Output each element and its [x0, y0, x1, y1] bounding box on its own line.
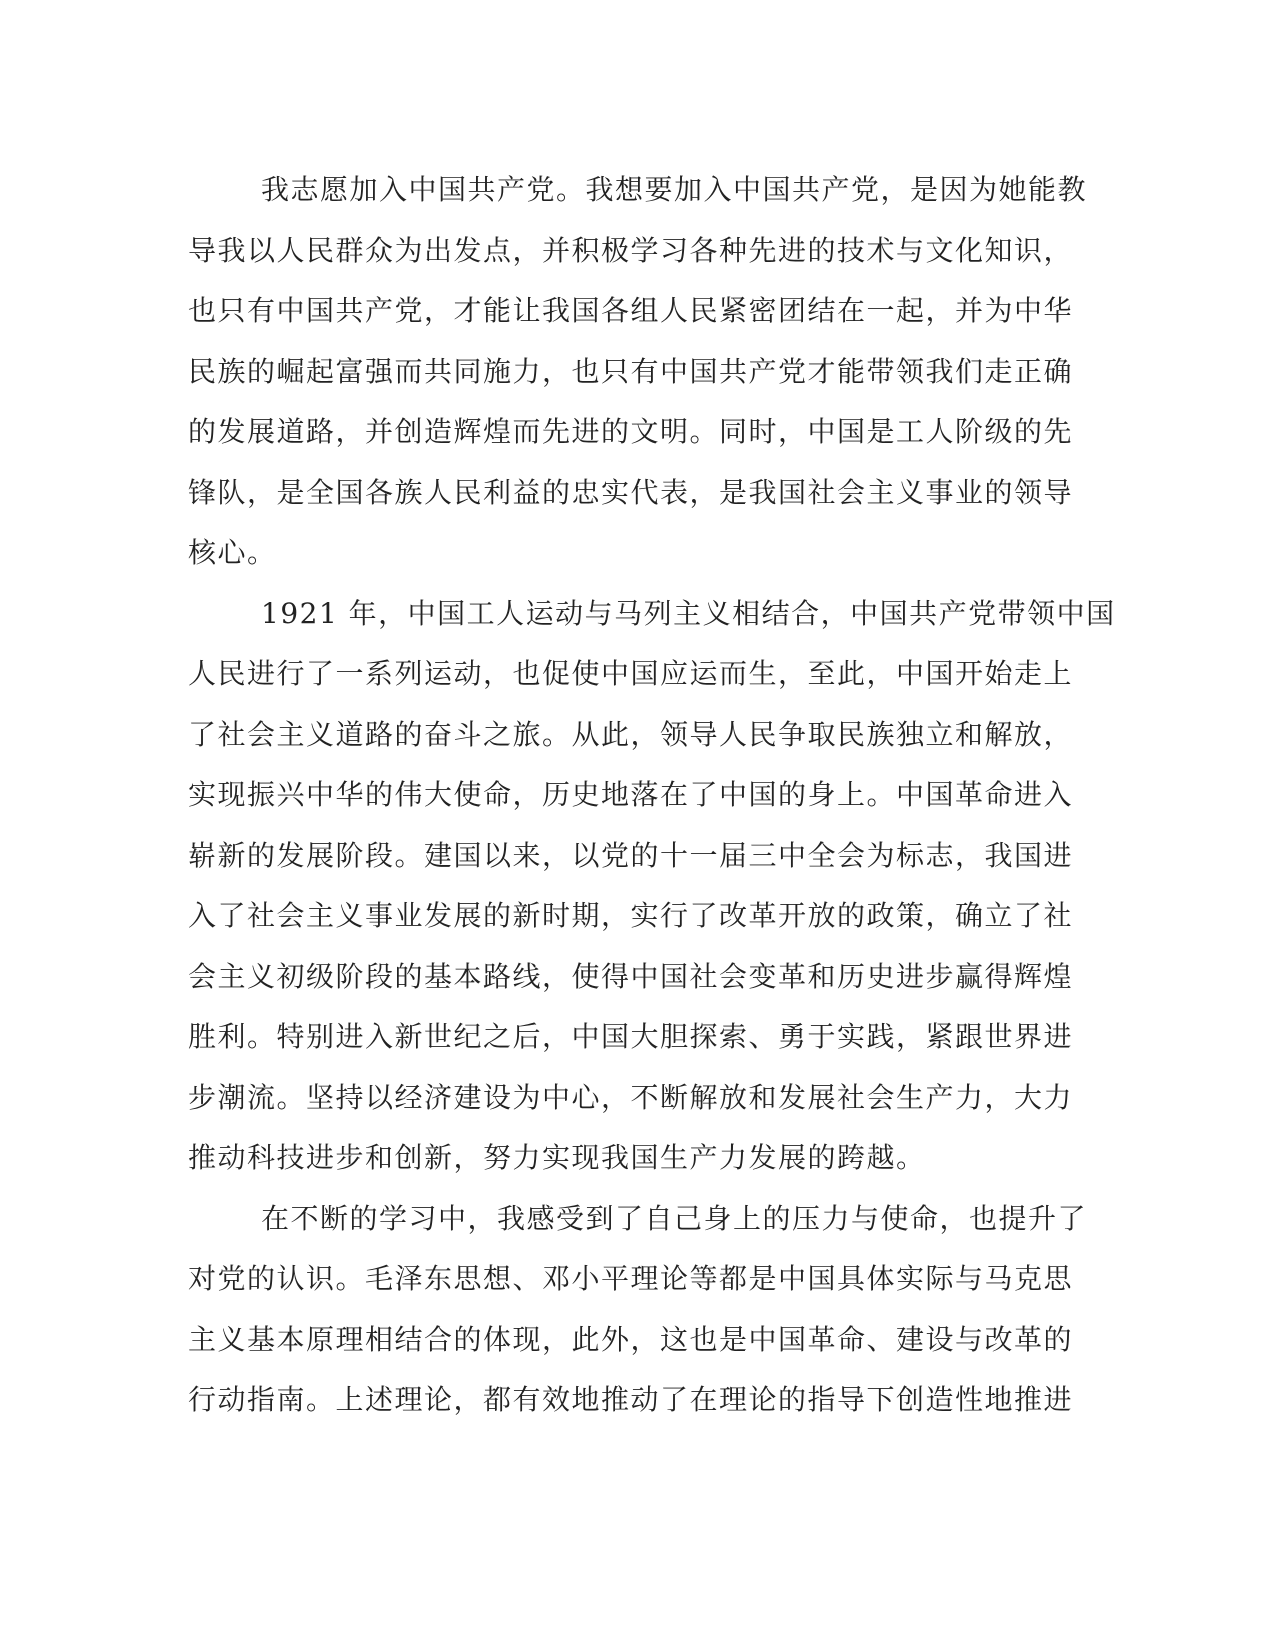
text-line: 推动科技进步和创新，努力实现我国生产力发展的跨越。 [188, 1141, 926, 1174]
text-line: 我志愿加入中国共产党。我想要加入中国共产党，是因为她能教 [261, 173, 1088, 206]
text-line: 核心。 [188, 536, 277, 569]
text-line: 实现振兴中华的伟大使命，历史地落在了中国的身上。中国革命进入 [188, 778, 1074, 811]
text-line: 锋队，是全国各族人民利益的忠实代表，是我国社会主义事业的领导 [188, 475, 1074, 509]
text-line: 入了社会主义事业发展的新时期，实行了改革开放的政策，确立了社 [188, 899, 1074, 932]
text-line: 行动指南。上述理论，都有效地推动了在理论的指导下创造性地推进 [188, 1383, 1074, 1416]
text-line: 崭新的发展阶段。建国以来，以党的十一届三中全会为标志，我国进 [188, 838, 1074, 872]
text-line: 对党的认识。毛泽东思想、邓小平理论等都是中国具体实际与马克思 [188, 1262, 1074, 1295]
text-line: 主义基本原理相结合的体现，此外，这也是中国革命、建设与改革的 [188, 1322, 1074, 1356]
text-line: 民族的崛起富强而共同施力，也只有中国共产党才能带领我们走正确 [188, 354, 1074, 388]
text-line: 会主义初级阶段的基本路线，使得中国社会变革和历史进步赢得辉煌 [188, 959, 1074, 993]
text-line: 人民进行了一系列运动，也促使中国应运而生，至此，中国开始走上 [188, 657, 1074, 690]
text-line: 导我以人民群众为出发点，并积极学习各种先进的技术与文化知识， [188, 233, 1074, 267]
text-line: 的发展道路，并创造辉煌而先进的文明。同时，中国是工人阶级的先 [188, 415, 1074, 448]
paragraph-1 [188, 160, 1088, 584]
paragraph-2 [188, 584, 1116, 1189]
body-text [188, 160, 1116, 1431]
paragraph-3 [188, 1189, 1088, 1431]
text-line: 步潮流。坚持以经济建设为中心，不断解放和发展社会生产力，大力 [188, 1080, 1074, 1114]
text-line: 也只有中国共产党，才能让我国各组人民紧密团结在一起，并为中华 [188, 294, 1074, 327]
text-line: 胜利。特别进入新世纪之后，中国大胆探索、勇于实践，紧跟世界进 [188, 1020, 1074, 1053]
text-line: 在不断的学习中，我感受到了自己身上的压力与使命，也提升了 [261, 1201, 1088, 1235]
text-line: 了社会主义道路的奋斗之旅。从此，领导人民争取民族独立和解放， [188, 717, 1074, 751]
text-line: 1921 年，中国工人运动与马列主义相结合，中国共产党带领中国 [261, 596, 1116, 630]
